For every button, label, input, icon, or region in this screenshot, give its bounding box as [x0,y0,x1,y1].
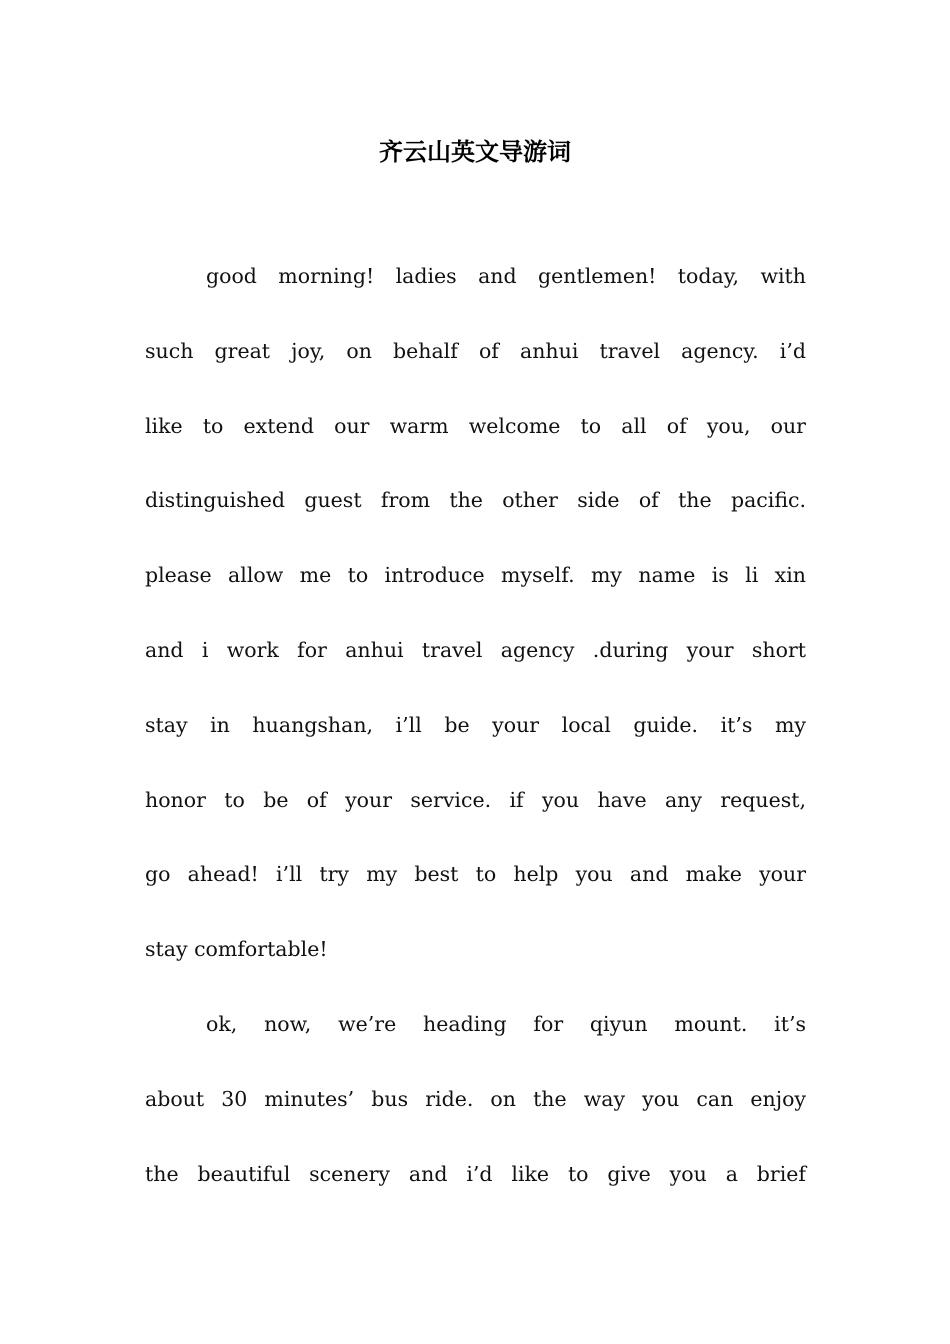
text-line: please allow me to introduce myself. my name is li xin [145,563,806,588]
text-line: honor to be of your service. if you have any request, [145,787,806,812]
text-line: the beautiful scenery and i’d like to give you a brief [145,1161,806,1186]
text-line: and i work for anhui travel agency .during your short [145,637,806,662]
text-line: go ahead! i’ll try my best to help you and make your [145,862,806,887]
document-body [145,257,806,1229]
text-line: good morning! ladies and gentlemen! today, with [206,264,806,288]
text-line: like to extend our warm welcome to all of you, our [145,413,806,438]
text-line: distinguished guest from the other side of the pacific. [145,488,806,513]
text-line: about 30 minutes’ bus ride. on the way you can enjoy [145,1086,806,1111]
document-title: 齐云山英文导游词 [379,138,571,166]
text-line: such great joy, on behalf of anhui travel agency. i’d [145,338,806,363]
text-line: ok, now, we’re heading for qiyun mount. it’s [206,1011,806,1036]
text-line: stay comfortable! [145,937,328,962]
text-line: stay in huangshan, i’ll be your local guide. it’s my [145,712,806,737]
